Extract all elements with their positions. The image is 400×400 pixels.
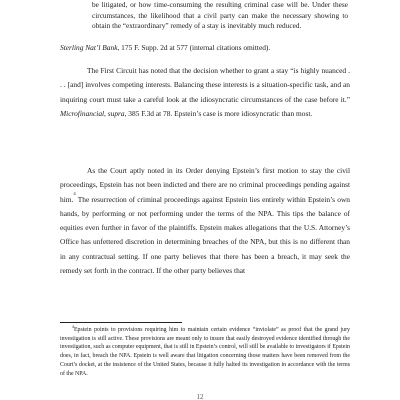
- paragraph-2-text-a: As the Court aptly noted in its Order denying Epstein’s first motion to stay the civil proceedings, Epstein has not been indicted and there are no criminal proceedings pending against him.: [60, 166, 350, 204]
- footnote-text: Epstein points to provisions requiring him to maintain certain evidence “inviolate” as proof that the grand jury investigation is still active. These provisions are meant only to insure that easily destroyed evidence identified through the investigation, such as computer equipment, that is still in Epstein’s control, will still be available to investigators if Epstein does, in fact, breach the NPA. Epstein is well aware that litigation concerning those matters have been removed from the Court’s docket, at the insistence of the United States, because it fully halted its investigation in accordance with the terms of the NPA.: [60, 327, 350, 377]
- page-number: 12: [196, 393, 204, 400]
- paragraph-first-circuit: [60, 64, 350, 121]
- paragraph-2-text-b: The resurrection of criminal proceedings against Epstein lies entirely within Epstein’s own hands, by performing or not performing under the terms of the NPA. This tips the balance of equities even further in favor of the plaintiffs. Epstein makes allegations that the U.S. Attorney’s Office has unfettered discretion in determining breaches of the NPA, but this is no different than in any contractual setting. If one party believes that there has been a breach, it may seek the remedy set forth in the contract. If the other party believes that: [60, 194, 350, 276]
- citation-case-name: Sterling Nat’l Bank: [60, 43, 118, 52]
- paragraph-court-order: [60, 164, 350, 278]
- footnote-reference: 4: [73, 190, 76, 196]
- block-quote: be litigated, or how time-consuming the resulting criminal case will be. Under these circumstances, the likelihood that a civil party can make the necessary showing to obtain the “extraordinary” remedy of a stay is inevitably much reduced.: [92, 0, 348, 31]
- footnote: [60, 326, 350, 378]
- case-citation: [60, 43, 350, 53]
- footnote-number: 4: [72, 324, 74, 329]
- footnote-divider: [60, 322, 182, 323]
- paragraph-1-italic-cite: Microfinancial, supra: [60, 108, 125, 118]
- paragraph-1-text-b: , 385 F.3d at 78. Epstein’s case is more idiosyncratic than most.: [124, 108, 313, 118]
- paragraph-1-text-a: The First Circuit has noted that the decision whether to grant a stay “is highly nuanced . . . [and] involves competing interests. Balancing these interests is a situation-specific task, and an inquiring court must take a careful look at the idiosyncratic circumstances of the case before it.”: [60, 66, 350, 104]
- citation-detail: , 175 F. Supp. 2d at 577 (internal citations omitted).: [117, 43, 271, 52]
